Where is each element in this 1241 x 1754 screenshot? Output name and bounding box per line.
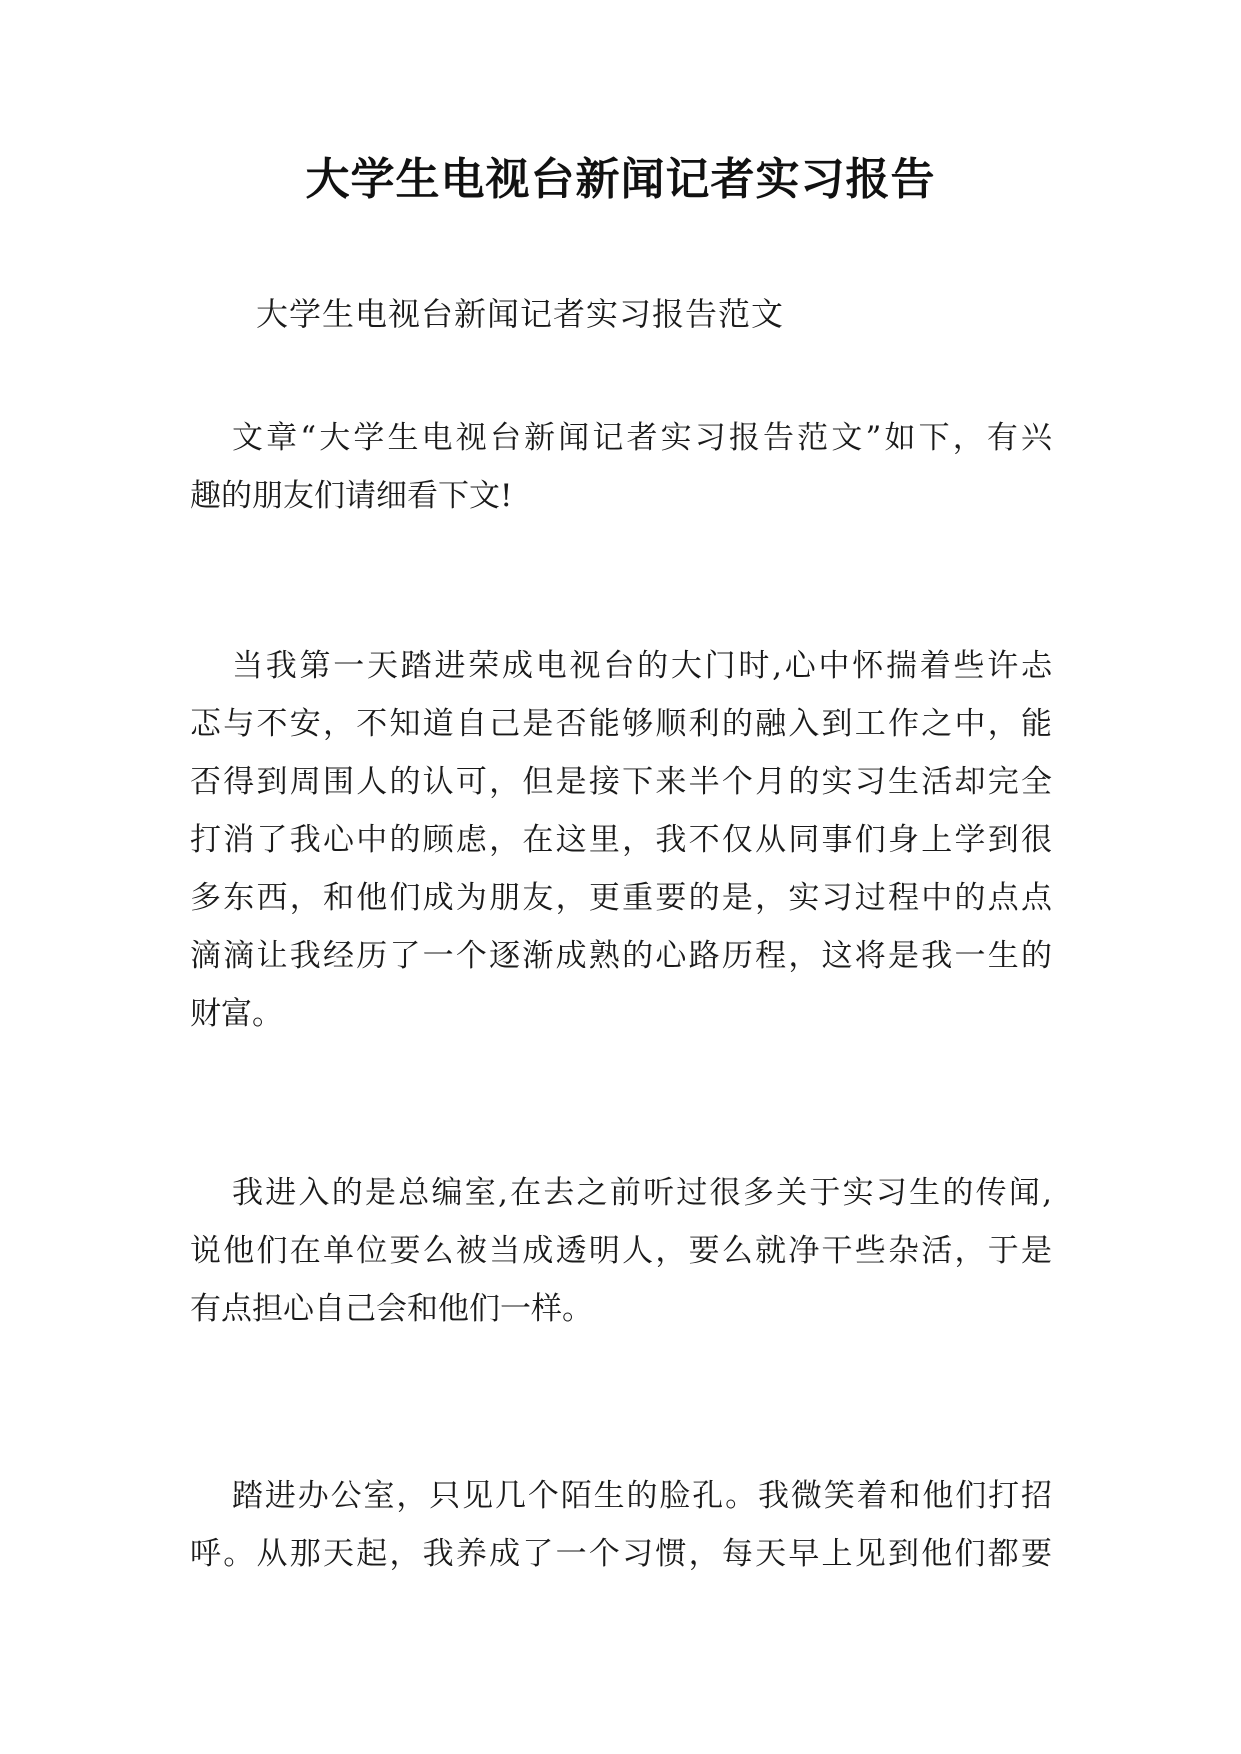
paragraph-editorial-office: [190, 1164, 1052, 1338]
paragraph-line: 滴滴让我经历了一个逐渐成熟的心路历程，这将是我一生的: [190, 938, 1052, 974]
paragraph-line: 当我第一天踏进荣成电视台的大门时,心中怀揣着些许忐: [232, 648, 1052, 684]
paragraph-line: 我进入的是总编室,在去之前听过很多关于实习生的传闻,: [232, 1175, 1052, 1211]
paragraph-line: 文章“大学生电视台新闻记者实习报告范文”如下，有兴: [232, 420, 1052, 456]
paragraph-line: 财富。: [190, 996, 283, 1032]
paragraph-office-entry: [190, 1467, 1052, 1583]
paragraph-intro: [190, 409, 1052, 525]
paragraph-line: 否得到周围人的认可，但是接下来半个月的实习生活却完全: [190, 764, 1052, 800]
paragraph-line: 忑与不安，不知道自己是否能够顺利的融入到工作之中，能: [190, 706, 1052, 742]
document-title: 大学生电视台新闻记者实习报告: [305, 154, 936, 205]
paragraph-line: 打消了我心中的顾虑，在这里，我不仅从同事们身上学到很: [190, 822, 1052, 858]
paragraph-line: 踏进办公室，只见几个陌生的脸孔。我微笑着和他们打招: [232, 1478, 1052, 1514]
paragraph-line: 说他们在单位要么被当成透明人，要么就净干些杂活，于是: [190, 1233, 1052, 1269]
document-subtitle: 大学生电视台新闻记者实习报告范文: [256, 295, 785, 333]
paragraph-line: 呼。从那天起，我养成了一个习惯，每天早上见到他们都要: [190, 1536, 1052, 1572]
paragraph-line: 趣的朋友们请细看下文!: [190, 478, 513, 514]
paragraph-line: 多东西，和他们成为朋友，更重要的是，实习过程中的点点: [190, 880, 1052, 916]
paragraph-line: 有点担心自己会和他们一样。: [190, 1291, 593, 1327]
paragraph-first-day: [190, 637, 1052, 1043]
